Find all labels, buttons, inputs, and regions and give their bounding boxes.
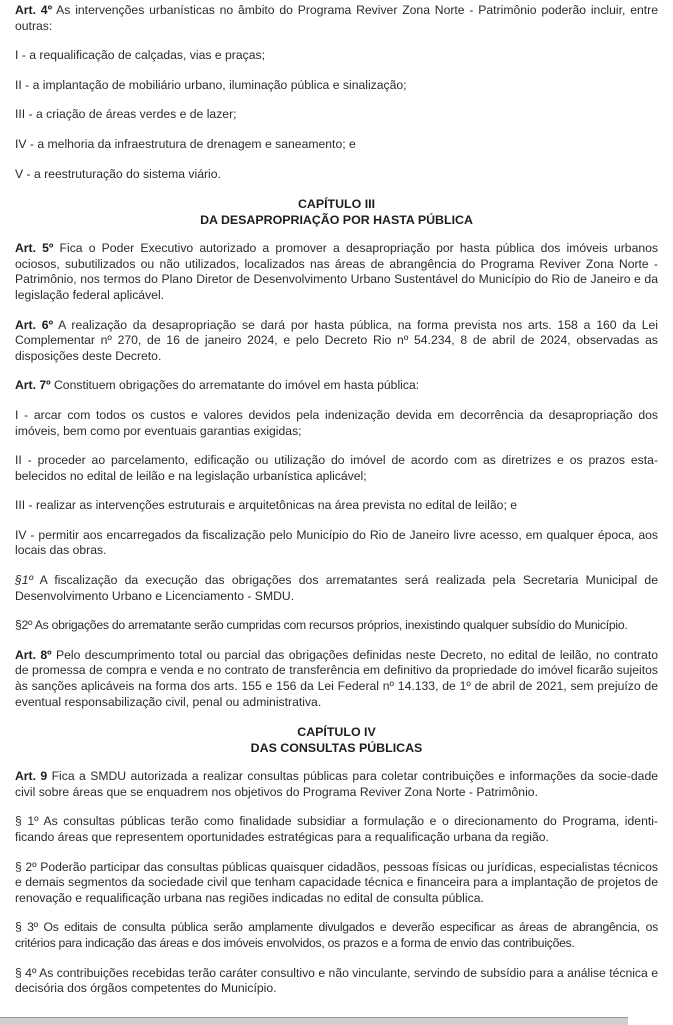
art9-label: Art. 9	[15, 769, 48, 784]
art7-item-2: II - proceder ao parcelamento, edificação ou utilização do imóvel de acordo com as diretrizes e os prazos esta-belecidos no edital de leilão e na legislação urbanística aplicável;	[15, 453, 658, 483]
art5-paragraph	[15, 241, 658, 303]
art7-label: Art. 7º	[15, 378, 51, 393]
chapter-4-number: CAPÍTULO IV	[297, 725, 376, 740]
art9-paragraph-1: § 1º As consultas públicas terão como finalidade subsidiar a formulação e o direcionamento do Programa, identi-ficando áreas que representem oportunidades estratégicas para a requalificação urbana da região.	[15, 814, 658, 844]
art7-par1-text: A fiscalização da execução das obrigações dos arrematantes será realizada pela Secretaria Municipal de Desenvolvimento Urbano e Licenciamento - SMDU.	[15, 573, 658, 603]
art8-text: Pelo descumprimento total ou parcial das obrigações definidas neste Decreto, no edital de leilão, no contrato de promessa de compra e venda e no contrato de transferência em definitivo da propriedade do imóvel ficarão sujeitos às sanções aplicáveis na forma dos arts. 155 e 156 da Lei Federal nº 14.133, de 1º de abril de 2021, sem prejuízo de eventual responsabilização civil, penal ou administrativa.	[15, 647, 658, 709]
art7-item-3: III - realizar as intervenções estruturais e arquitetônicas na área prevista no edital de leilão; e	[15, 498, 517, 513]
art6-text: A realização da desapropriação se dará por hasta pública, na forma prevista nos arts. 158 a 160 da Lei Complementar nº 270, de 16 de janeiro 2024, e pelo Decreto Rio nº 54.234, 8 de abril de 2024, observadas as disposições deste Decreto.	[15, 317, 658, 363]
art4-item-2: II - a implantação de mobiliário urbano, iluminação pública e sinalização;	[15, 77, 407, 92]
art6-paragraph	[15, 318, 658, 365]
art6-label: Art. 6º	[15, 317, 54, 332]
art7-item-4: IV - permitir aos encarregados da fiscalização pelo Município do Rio de Janeiro livre acesso, em qualquer época, aos locais das obras.	[15, 527, 658, 558]
chapter-3-heading	[15, 196, 658, 228]
art9-text: Fica a SMDU autorizada a realizar consultas públicas para coletar contribuições e informações da socie-dade civil sobre áreas que se enquadrem nos objetivos do Programa Reviver Zona Norte - Patrimônio.	[15, 769, 658, 799]
art5-text: Fica o Poder Executivo autorizado a promover a desapropriação por hasta pública dos imóveis urbanos ociosos, subutilizados ou não utilizados, localizados nas áreas de abrangência do Programa Reviver Zona Norte - Patrimônio, nos termos do Plano Diretor de Desenvolvimento Urbano Sustentável do Município do Rio de Janeiro e da legislação federal aplicável.	[15, 241, 658, 302]
chapter-4-title: DAS CONSULTAS PÚBLICAS	[250, 741, 423, 756]
art7-paragraph-2: §2º As obrigações do arrematante serão cumpridas com recursos próprios, inexistindo qualquer subsídio do Município.	[15, 618, 628, 633]
document-page	[15, 3, 658, 997]
art5-label: Art. 5º	[15, 241, 54, 256]
chapter-3-number: CAPÍTULO III	[297, 197, 376, 212]
art9-paragraph-2: § 2º Poderão participar das consultas públicas quaisquer cidadãos, pessoas físicas ou jurídicas, especialistas técnicos e demais segmentos da sociedade civil que tenham capacidade técnica e financeira para a implantação de projetos de renovação e requalificação urbana nas regiões indicadas no edital de consulta pública.	[15, 859, 658, 905]
art9-paragraph-4: § 4º As contribuições recebidas terão caráter consultivo e não vinculante, servindo de subsídio para a análise técnica e decisória dos órgãos competentes do Município.	[15, 965, 658, 996]
art9-paragraph	[15, 769, 658, 800]
art4-text: As intervenções urbanísticas no âmbito do Programa Reviver Zona Norte - Patrimônio poderão incluir, entre outras:	[15, 3, 658, 33]
art8-paragraph	[15, 648, 658, 710]
art7-text: Constituem obrigações do arrematante do imóvel em hasta pública:	[50, 378, 420, 393]
art7-paragraph	[15, 378, 658, 394]
art4-item-1: I - a requalificação de calçadas, vias e praças;	[15, 48, 265, 63]
art4-item-3: III - a criação de áreas verdes e de lazer;	[15, 107, 237, 122]
art7-paragraph-1	[15, 573, 658, 604]
art4-item-4: IV - a melhoria da infraestrutura de drenagem e saneamento; e	[15, 136, 356, 151]
art4-label: Art. 4º	[15, 3, 53, 17]
art9-paragraph-3: § 3º Os editais de consulta pública serão amplamente divulgados e deverão especificar as áreas de abrangência, os critérios para indicação das áreas e dos imóveis envolvidos, os prazos e a forma de envio das contribuições.	[15, 920, 658, 950]
chapter-3-title: DA DESAPROPRIAÇÃO POR HASTA PÚBLICA	[200, 213, 473, 228]
chapter-4-heading	[15, 724, 658, 756]
art7-item-1: I - arcar com todos os custos e valores devidos pela indenização devida em decorrência da desapropriação dos imóveis, bem como por eventuais garantias exigidas;	[15, 407, 658, 438]
art4-item-5: V - a reestruturação do sistema viário.	[15, 166, 221, 181]
art7-par1-label: §1º	[15, 573, 34, 588]
art8-label: Art. 8º	[15, 647, 52, 662]
art4-paragraph	[15, 3, 658, 34]
